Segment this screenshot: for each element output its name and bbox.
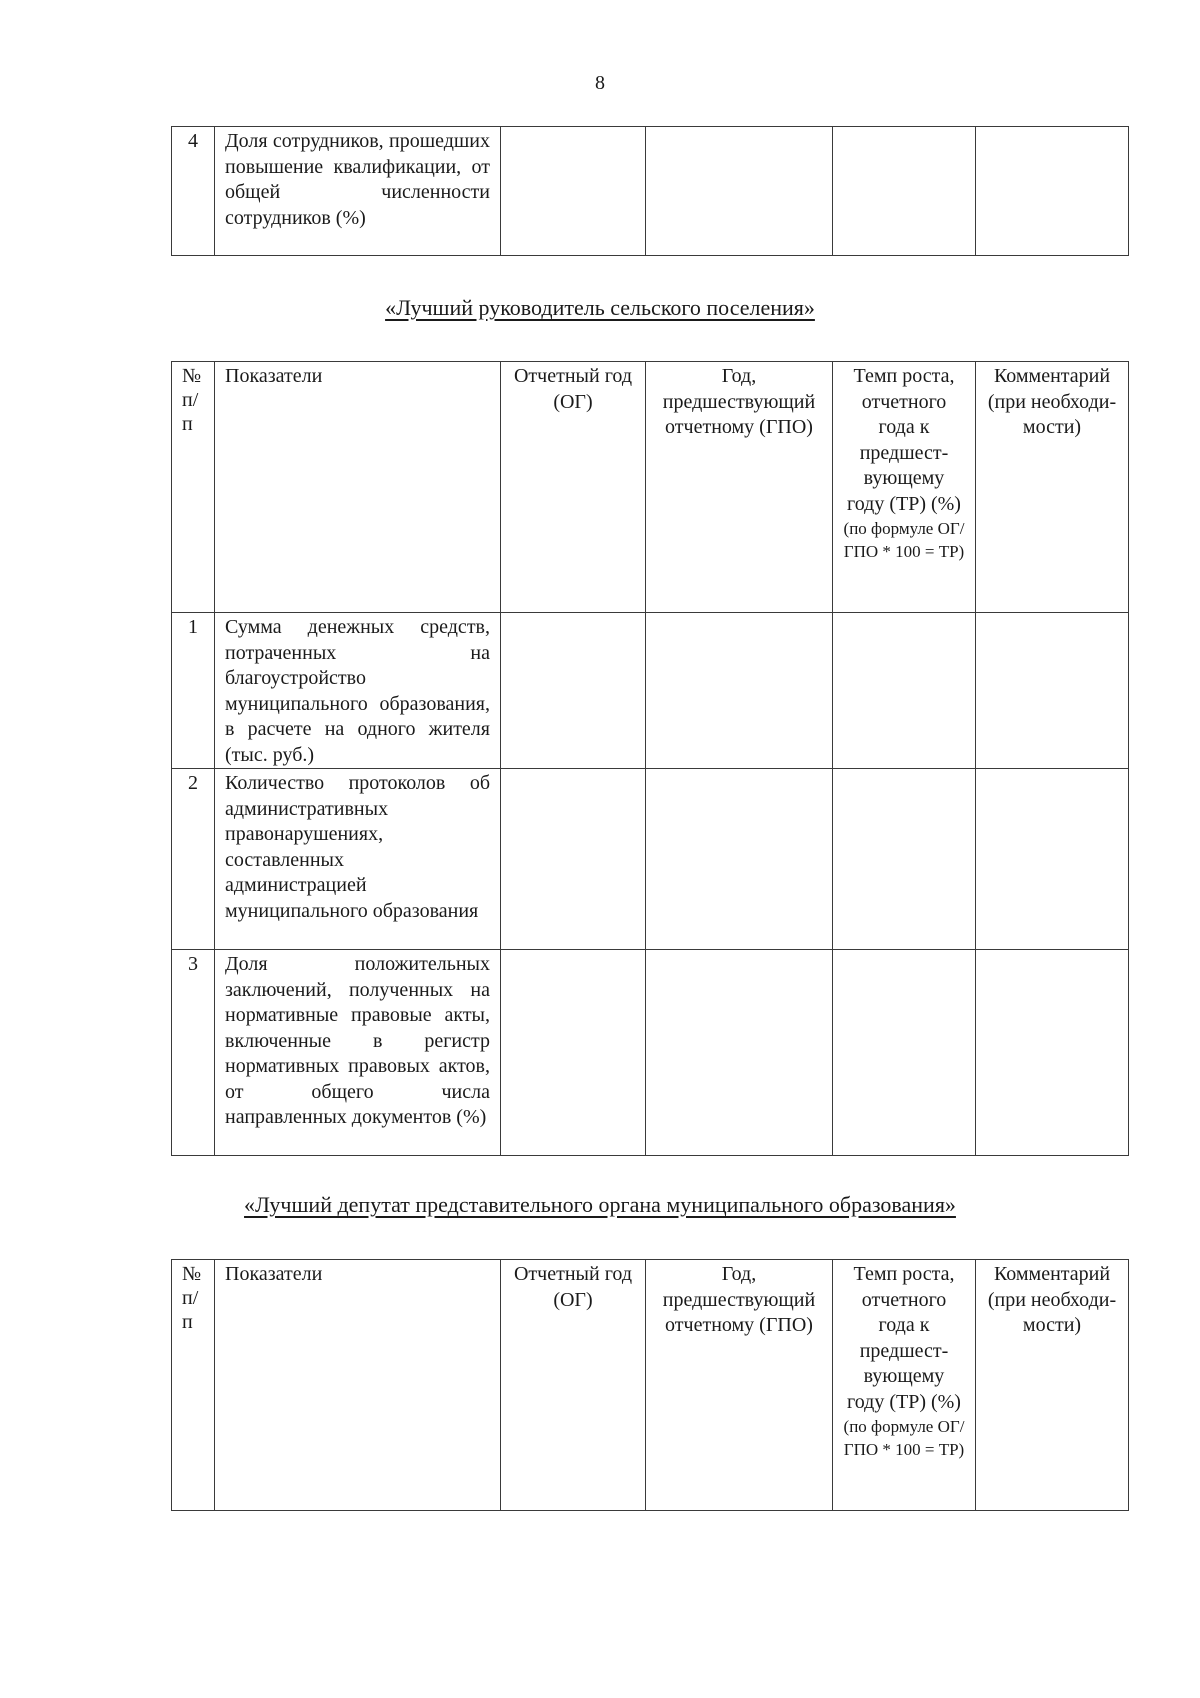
header-tr-formula: (по формуле ОГ/ГПО * 100 = ТР) (843, 519, 965, 561)
comment-cell (976, 127, 1129, 256)
header-tr-formula: (по формуле ОГ/ГПО * 100 = ТР) (843, 1417, 965, 1459)
indicators-table-best-deputy (171, 1259, 1129, 1511)
comment-cell (976, 950, 1129, 1156)
tr-cell (833, 950, 976, 1156)
row-number: 2 (172, 769, 215, 950)
tr-cell (833, 613, 976, 769)
header-gpo: Год, предшествующий отчетному (ГПО) (646, 362, 833, 613)
table-header-row (172, 1260, 1129, 1511)
table-header-row (172, 362, 1129, 613)
header-tr (833, 1260, 976, 1511)
og-cell (501, 950, 646, 1156)
row-number: 1 (172, 613, 215, 769)
table-row (172, 950, 1129, 1156)
gpo-cell (646, 769, 833, 950)
section-title-head-of-settlement (0, 295, 1200, 321)
header-comment: Комментарий (при необходи-мости) (976, 1260, 1129, 1511)
gpo-cell (646, 613, 833, 769)
section-title-best-deputy (0, 1192, 1200, 1218)
indicators-table-head-of-settlement (171, 361, 1129, 1156)
header-indicators: Показатели (215, 1260, 501, 1511)
og-cell (501, 127, 646, 256)
table-row (172, 127, 1129, 256)
og-cell (501, 613, 646, 769)
section-title-text: «Лучший депутат представительного органа муниципального образования» (244, 1192, 956, 1217)
tr-cell (833, 769, 976, 950)
comment-cell (976, 613, 1129, 769)
header-num: № п/п (172, 362, 215, 613)
header-tr (833, 362, 976, 613)
row-number: 4 (172, 127, 215, 256)
gpo-cell (646, 950, 833, 1156)
section-title-text: «Лучший руководитель сельского поселения» (385, 295, 815, 320)
indicator-cell: Количество протоколов об административных правонарушениях, составленных администрацией муниципального образования (215, 769, 501, 950)
header-num: № п/п (172, 1260, 215, 1511)
header-tr-text: Темп роста, отчетного года к предшест-вующему году (ТР) (%) (847, 365, 961, 515)
indicator-cell: Доля положительных заключений, полученных на нормативные правовые акты, включенные в регистр нормативных правовых актов, от общего числа направленных документов (%) (215, 950, 501, 1156)
indicator-cell: Доля сотрудников, прошедших повышение квалификации, от общей численности сотрудников (%) (215, 127, 501, 256)
header-comment: Комментарий (при необходи-мости) (976, 362, 1129, 613)
og-cell (501, 769, 646, 950)
page-number: 8 (595, 72, 605, 94)
row-number: 3 (172, 950, 215, 1156)
header-og: Отчетный год (ОГ) (501, 1260, 646, 1511)
indicators-table-continued (171, 126, 1129, 256)
indicator-cell: Сумма денежных средств, потраченных на благоустройство муниципального образования, в расчете на одного жителя (тыс. руб.) (215, 613, 501, 769)
table-row (172, 769, 1129, 950)
table-row (172, 613, 1129, 769)
gpo-cell (646, 127, 833, 256)
tr-cell (833, 127, 976, 256)
header-tr-text: Темп роста, отчетного года к предшест-вующему году (ТР) (%) (847, 1263, 961, 1413)
header-og: Отчетный год (ОГ) (501, 362, 646, 613)
header-indicators: Показатели (215, 362, 501, 613)
header-gpo: Год, предшествующий отчетному (ГПО) (646, 1260, 833, 1511)
comment-cell (976, 769, 1129, 950)
